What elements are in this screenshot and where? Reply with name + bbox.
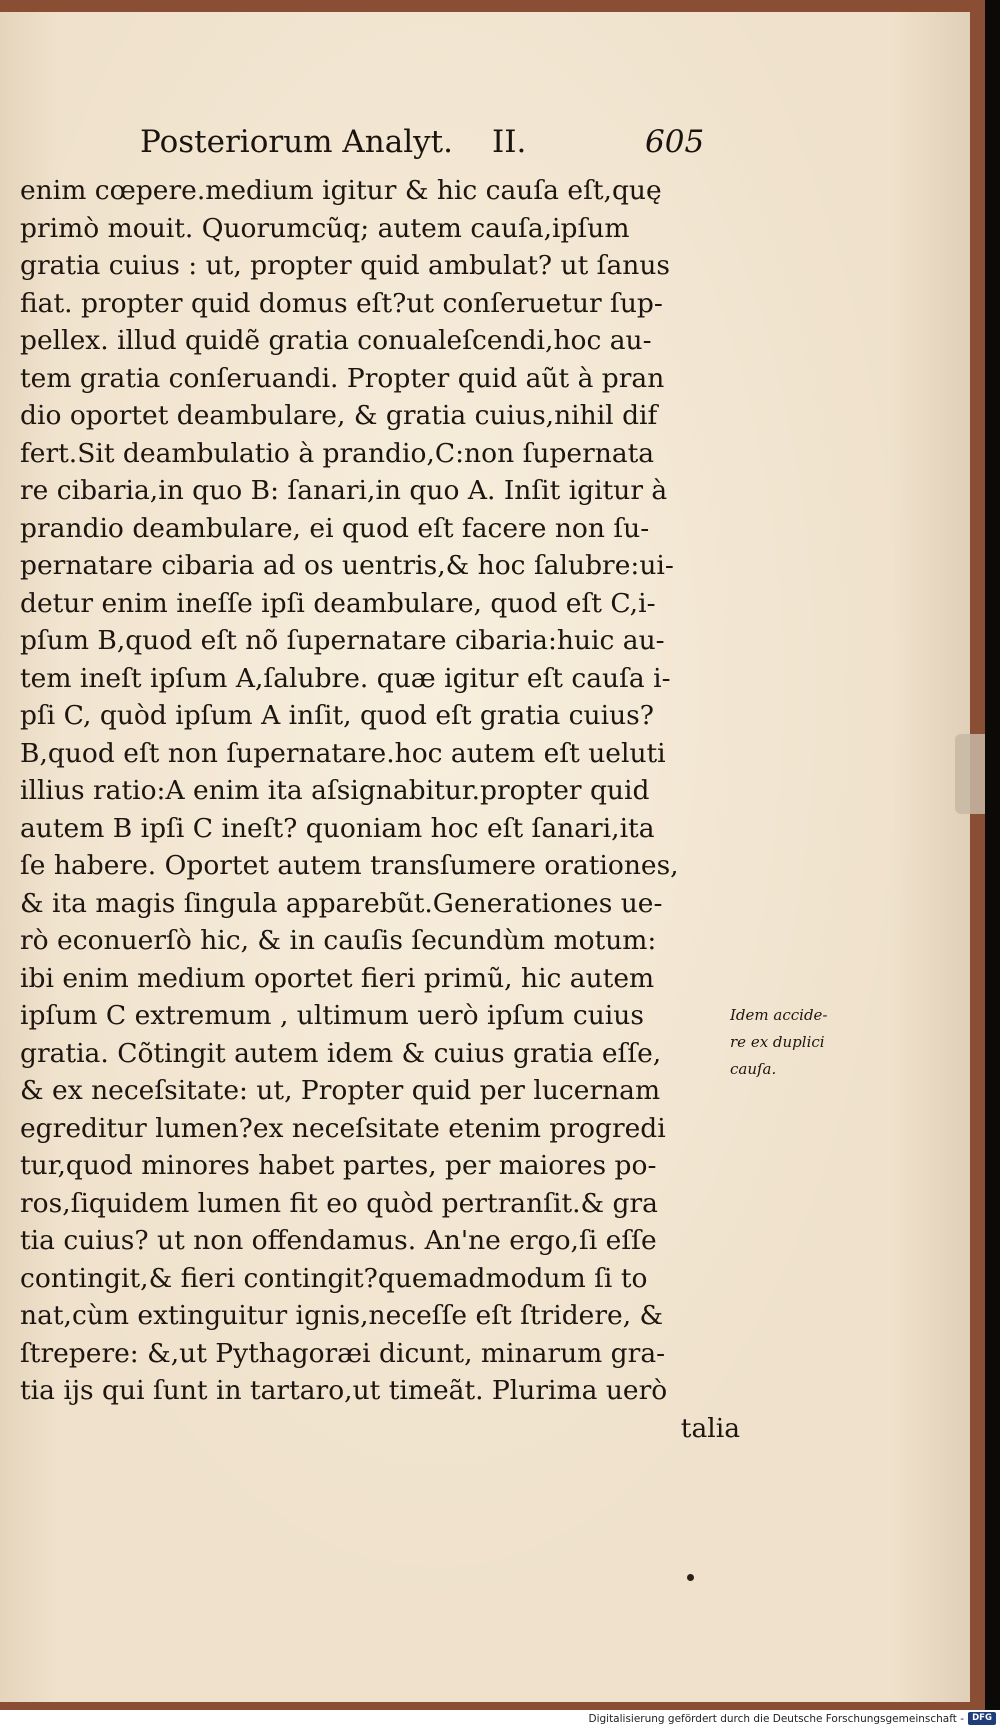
text-line: illius ratio:A enim ita aſsignabitur.propter quid (20, 775, 650, 806)
funding-credit: Digitalisierung gefördert durch die Deutsche Forschungsgemeinschaft - (588, 1713, 964, 1725)
text-line: re cibaria,in quo B: ſanari,in quo A. Inſit igitur à (20, 475, 668, 506)
text-line: tem gratia conſeruandi. Propter quid aũt à pran (20, 362, 665, 394)
text-line: primò mouit. Quorumcũq; autem cauſa,ipſum (20, 212, 630, 244)
text-line: pſi C, quòd ipſum A inſit, quod eſt gratia cuius? (20, 700, 654, 731)
catchword: talia (680, 1412, 740, 1444)
page-clip (955, 734, 985, 814)
text-line: detur enim ineſſe ipſi deambulare, quod eſt C,i- (20, 587, 656, 619)
marginal-note (730, 1002, 870, 1083)
text-line: nat,cùm extinguitur ignis,neceſſe eſt ſtridere, & (20, 1300, 664, 1331)
text-line: fiat. propter quid domus eſt?ut conſeruetur ſup- (20, 287, 663, 319)
text-line: enim cœpere.medium igitur & hic cauſa eſt,quę (20, 175, 662, 206)
text-line: rò econuerſò hic, & in cauſis ſecundùm motum: (20, 925, 657, 956)
marginal-note-line: Idem accide- (730, 1006, 828, 1024)
text-line: tia cuius? ut non offendamus. An'ne ergo,ſi eſſe (20, 1225, 657, 1256)
text-line: pernatare cibaria ad os uentris,& hoc ſalubre:ui- (20, 550, 674, 581)
text-line: ſtrepere: &,ut Pythagoræi dicunt, minarum gra- (20, 1337, 666, 1369)
book-part: II. (492, 124, 527, 160)
dfg-logo: DFG (968, 1712, 996, 1725)
text-line: pſum B,quod eſt nõ ſupernatare cibaria:huic au- (20, 625, 665, 656)
ink-dot (687, 1574, 694, 1581)
text-line: ipſum C extremum , ultimum uerò ipſum cuius (20, 1000, 644, 1031)
footer-bar (0, 1710, 1000, 1728)
text-line: B,quod eſt non ſupernatare.hoc autem eſt ueluti (20, 737, 666, 769)
text-line: tem ineſt ipſum A,ſalubre. quæ igitur eſt cauſa i- (20, 662, 671, 694)
text-line: autem B ipſi C ineſt? quoniam hoc eſt ſanari,ita (20, 812, 655, 844)
text-line: ros,ſiquidem lumen fit eo quòd pertranſit.& gra (20, 1187, 658, 1219)
marginal-note-line: cauſa. (730, 1060, 777, 1078)
text-line: & ex neceſsitate: ut, Propter quid per lucernam (20, 1075, 661, 1106)
text-line: & ita magis ſingula apparebũt.Generationes ue- (20, 887, 663, 919)
running-title: Posteriorum Analyt. (140, 124, 453, 160)
text-line: fert.Sit deambulatio à prandio,C:non ſupernata (20, 437, 655, 469)
text-line: contingit,& fieri contingit?quemadmodum ſi to (20, 1262, 648, 1294)
text-line: pellex. illud quidẽ gratia conualeſcendi,hoc au- (20, 325, 652, 356)
text-line: prandio deambulare, ei quod eſt facere non ſu- (20, 512, 650, 544)
text-line: ſe habere. Oportet autem transſumere orationes, (20, 850, 679, 881)
text-line: tia ijs qui ſunt in tartaro,ut timeãt. Plurima uerò (20, 1375, 668, 1406)
text-line: egreditur lumen?ex neceſsitate etenim progredi (20, 1112, 666, 1144)
text-line: tur,quod minores habet partes, per maiores po- (20, 1150, 657, 1181)
running-header (140, 124, 710, 172)
text-line: dio oportet deambulare, & gratia cuius,nihil dif (20, 400, 658, 431)
text-line: gratia. Cõtingit autem idem & cuius gratia eſſe, (20, 1037, 662, 1069)
body-text (20, 172, 740, 1447)
text-line: ibi enim medium oportet fieri primũ, hic autem (20, 962, 655, 994)
marginal-note-line: re ex duplici (730, 1033, 825, 1051)
book-page (0, 12, 970, 1702)
page-number: 605 (645, 124, 705, 160)
text-line: gratia cuius : ut, propter quid ambulat? ut ſanus (20, 250, 671, 281)
